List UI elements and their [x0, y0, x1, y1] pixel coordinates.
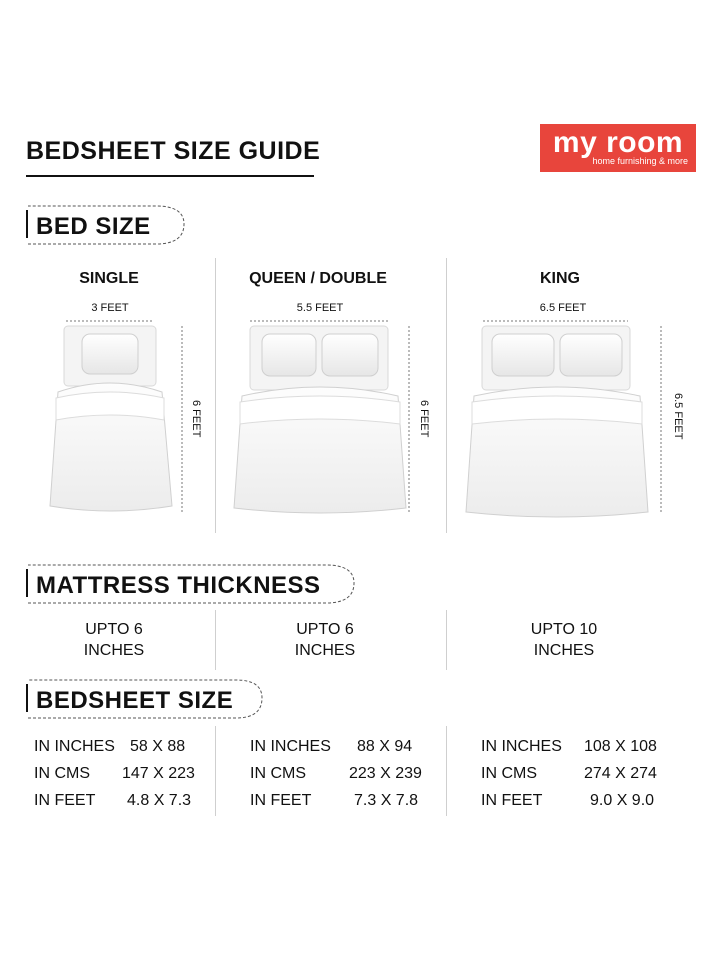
section-bar — [26, 684, 28, 712]
size-row-label: IN FEET — [250, 792, 312, 809]
column-divider — [215, 610, 216, 670]
bed-length-label: 6.5 FEET — [672, 393, 684, 440]
size-row-value: 108 X 108 — [584, 738, 657, 755]
size-row-label: IN INCHES — [481, 738, 562, 755]
thickness-unit: INCHES — [533, 642, 595, 659]
size-row-label: IN INCHES — [34, 738, 115, 755]
section-header-bedsheet — [26, 678, 266, 718]
bed-title-king: KING — [540, 270, 580, 287]
thickness-value: UPTO 6 — [85, 621, 143, 638]
bed-king-illustration — [466, 326, 648, 517]
size-row-value: 9.0 X 9.0 — [590, 792, 655, 809]
section-title: MATTRESS THICKNESS — [36, 572, 321, 599]
size-row-value: 58 X 88 — [130, 738, 186, 755]
bed-width-label: 5.5 FEET — [296, 302, 344, 314]
size-row-label: IN CMS — [34, 765, 90, 782]
thickness-value: UPTO 6 — [296, 621, 354, 638]
bed-width-label: 3 FEET — [91, 302, 129, 314]
size-row-label: IN INCHES — [250, 738, 331, 755]
size-row-value: 4.8 X 7.3 — [127, 792, 192, 809]
mattress-thickness-single — [24, 619, 204, 661]
size-row-label: IN CMS — [481, 765, 537, 782]
brand-name: my room — [552, 126, 684, 159]
section-title: BED SIZE — [36, 213, 151, 240]
bed-single-illustration — [50, 326, 172, 511]
thickness-unit: INCHES — [294, 642, 356, 659]
size-row-value: 147 X 223 — [122, 765, 195, 782]
size-row-value: 7.3 X 7.8 — [354, 792, 419, 809]
section-title: BEDSHEET SIZE — [36, 687, 234, 714]
mattress-thickness-king — [474, 619, 654, 661]
size-row-label: IN FEET — [481, 792, 543, 809]
bed-queen-illustration — [234, 326, 406, 513]
bed-width-label: 6.5 FEET — [539, 302, 587, 314]
thickness-unit: INCHES — [83, 642, 145, 659]
size-row-value: 88 X 94 — [357, 738, 413, 755]
size-row-label: IN FEET — [34, 792, 96, 809]
bed-title-queen: QUEEN / DOUBLE — [249, 270, 387, 287]
bed-length-label: 6 FEET — [190, 400, 202, 438]
column-divider — [446, 610, 447, 670]
size-row-label: IN CMS — [250, 765, 306, 782]
brand-tagline: home furnishing & more — [592, 156, 688, 166]
column-divider — [215, 726, 216, 816]
section-header-mattress — [26, 563, 366, 603]
size-row-value: 223 X 239 — [349, 765, 422, 782]
bed-length-label: 6 FEET — [418, 400, 430, 438]
bed-title-single: SINGLE — [79, 270, 139, 287]
section-bar — [26, 569, 28, 597]
size-row-value: 274 X 274 — [584, 765, 657, 782]
thickness-value: UPTO 10 — [530, 621, 598, 638]
page-title: BEDSHEET SIZE GUIDE — [26, 137, 321, 165]
mattress-thickness-queen — [235, 619, 415, 661]
column-divider — [446, 726, 447, 816]
